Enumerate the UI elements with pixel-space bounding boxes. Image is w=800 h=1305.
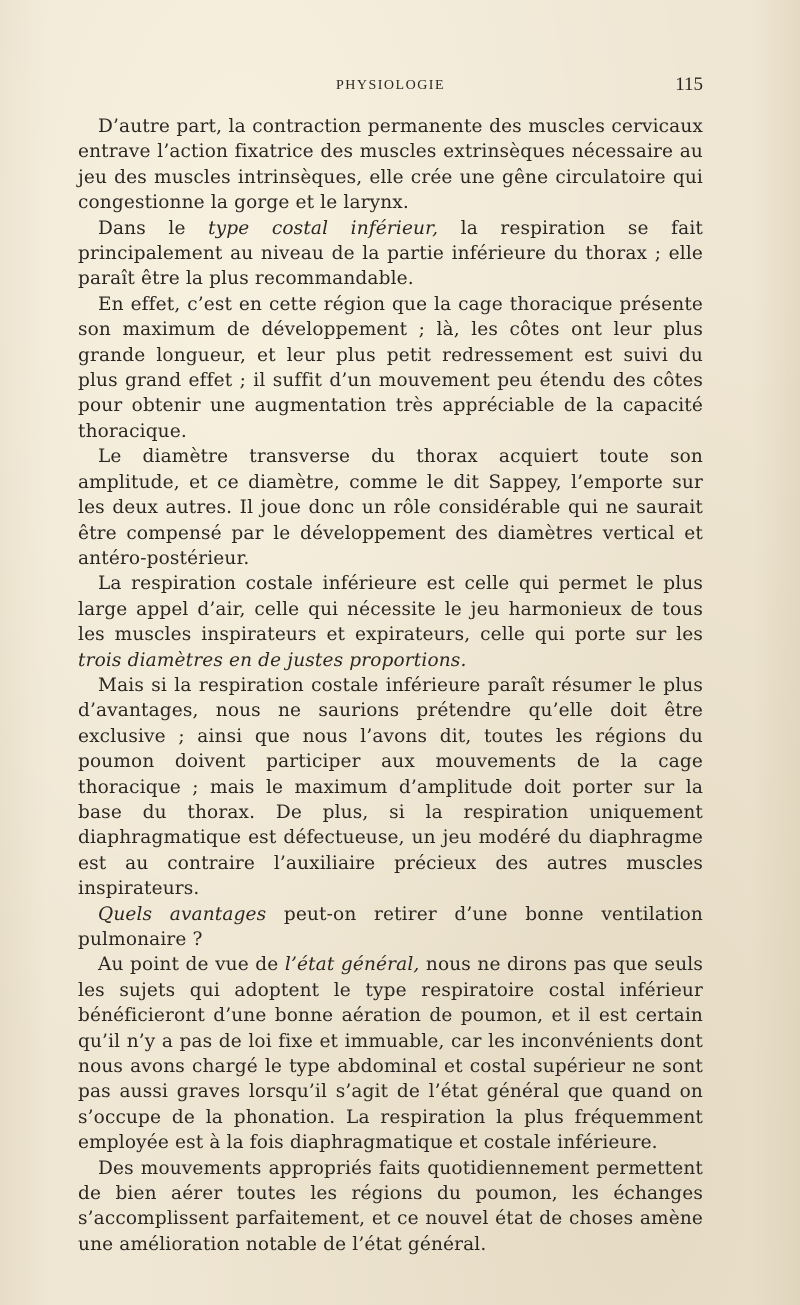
paragraph	[78, 952, 703, 1155]
page-number: 115	[675, 74, 703, 95]
text-run: la respiration se fait principalement au niveau de la partie inférieure du thorax ; elle paraît être la plus recommandable.	[78, 217, 703, 290]
paragraph	[78, 571, 703, 673]
italic-text: trois diamètres en de justes proportions.	[78, 649, 467, 671]
text-run: nous ne dirons pas que seuls les sujets qui adoptent le type respiratoire costal inférieur bénéficieront d’une bonne aération de poumon, et il est certain qu’il n’y a pas de loi fixe et immuable, car les inconvénients dont nous avons chargé le type abdominal et costal supérieur ne sont pas aussi graves lorsqu’il s’agit de l’état général que quand on s’occupe de la phonation. La respiration la plus fréquemment employée est à la fois diaphragmatique et costale inférieure.	[78, 954, 704, 1154]
paragraph	[78, 902, 703, 953]
text-run: Au point de vue de	[98, 954, 285, 976]
text-run: Des mouvements appropriés faits quotidiennement permettent de bien aérer toutes les régions du poumon, les échanges s’accomplissent parfaitement, et ce nouvel état de choses amène une amélioration notable de l’état général.	[78, 1157, 703, 1255]
book-page	[78, 72, 703, 1257]
paragraph	[78, 292, 703, 444]
text-run: D’autre part, la contraction permanente des muscles cervicaux entrave l’action fixatrice des muscles extrinsèques nécessaire au jeu des muscles intrinsèques, elle crée une gêne circulatoire qui congestionne la gorge et le larynx.	[78, 116, 703, 214]
paragraph	[78, 216, 703, 292]
text-run: La respiration costale inférieure est celle qui permet le plus large appel d’air, celle qui nécessite le jeu harmonieux de tous les muscles inspirateurs et expirateurs, celle qui porte sur les	[78, 573, 703, 646]
italic-text: Quels avantages	[98, 903, 267, 925]
text-run: Mais si la respiration costale inférieure paraît résumer le plus d’avantages, nous ne saurions prétendre qu’elle doit être exclusive ; ainsi que nous l’avons dit, toutes les régions du poumon doivent participer aux mouvements de la cage thoracique ; mais le maximum d’amplitude doit porter sur la base du thorax. De plus, si la respiration uniquement diaphragmatique est défectueuse, un jeu modéré du diaphragme est au contraire l’auxiliaire précieux des autres muscles inspirateurs.	[78, 674, 703, 900]
text-run: peut-on retirer d’une bonne ventilation pulmonaire ?	[78, 903, 703, 950]
paragraph	[78, 673, 703, 902]
text-run: Dans le	[98, 217, 209, 239]
italic-text: type costal inférieur,	[208, 217, 439, 239]
text-run: En effet, c’est en cette région que la cage thoracique présente son maximum de développement ; là, les côtes ont leur plus grande longueur, et leur plus petit redressement est suivi du plus grand effet ; il suffit d’un mouvement peu étendu des côtes pour obtenir une augmentation très appréciable de la capacité thoracique.	[78, 293, 703, 442]
paragraph	[78, 1156, 703, 1258]
paragraph	[78, 444, 703, 571]
text-run: Le diamètre transverse du thorax acquiert toute son amplitude, et ce diamètre, comme le dit Sappey, l’emporte sur les deux autres. Il joue donc un rôle considérable qui ne saurait être compensé par le développement des diamètres vertical et antéro-postérieur.	[78, 446, 703, 569]
paragraph	[78, 114, 703, 216]
running-head: PHYSIOLOGIE	[335, 78, 446, 93]
italic-text: l’état général,	[284, 954, 420, 976]
page-header	[78, 72, 703, 106]
body-text	[78, 114, 703, 1257]
